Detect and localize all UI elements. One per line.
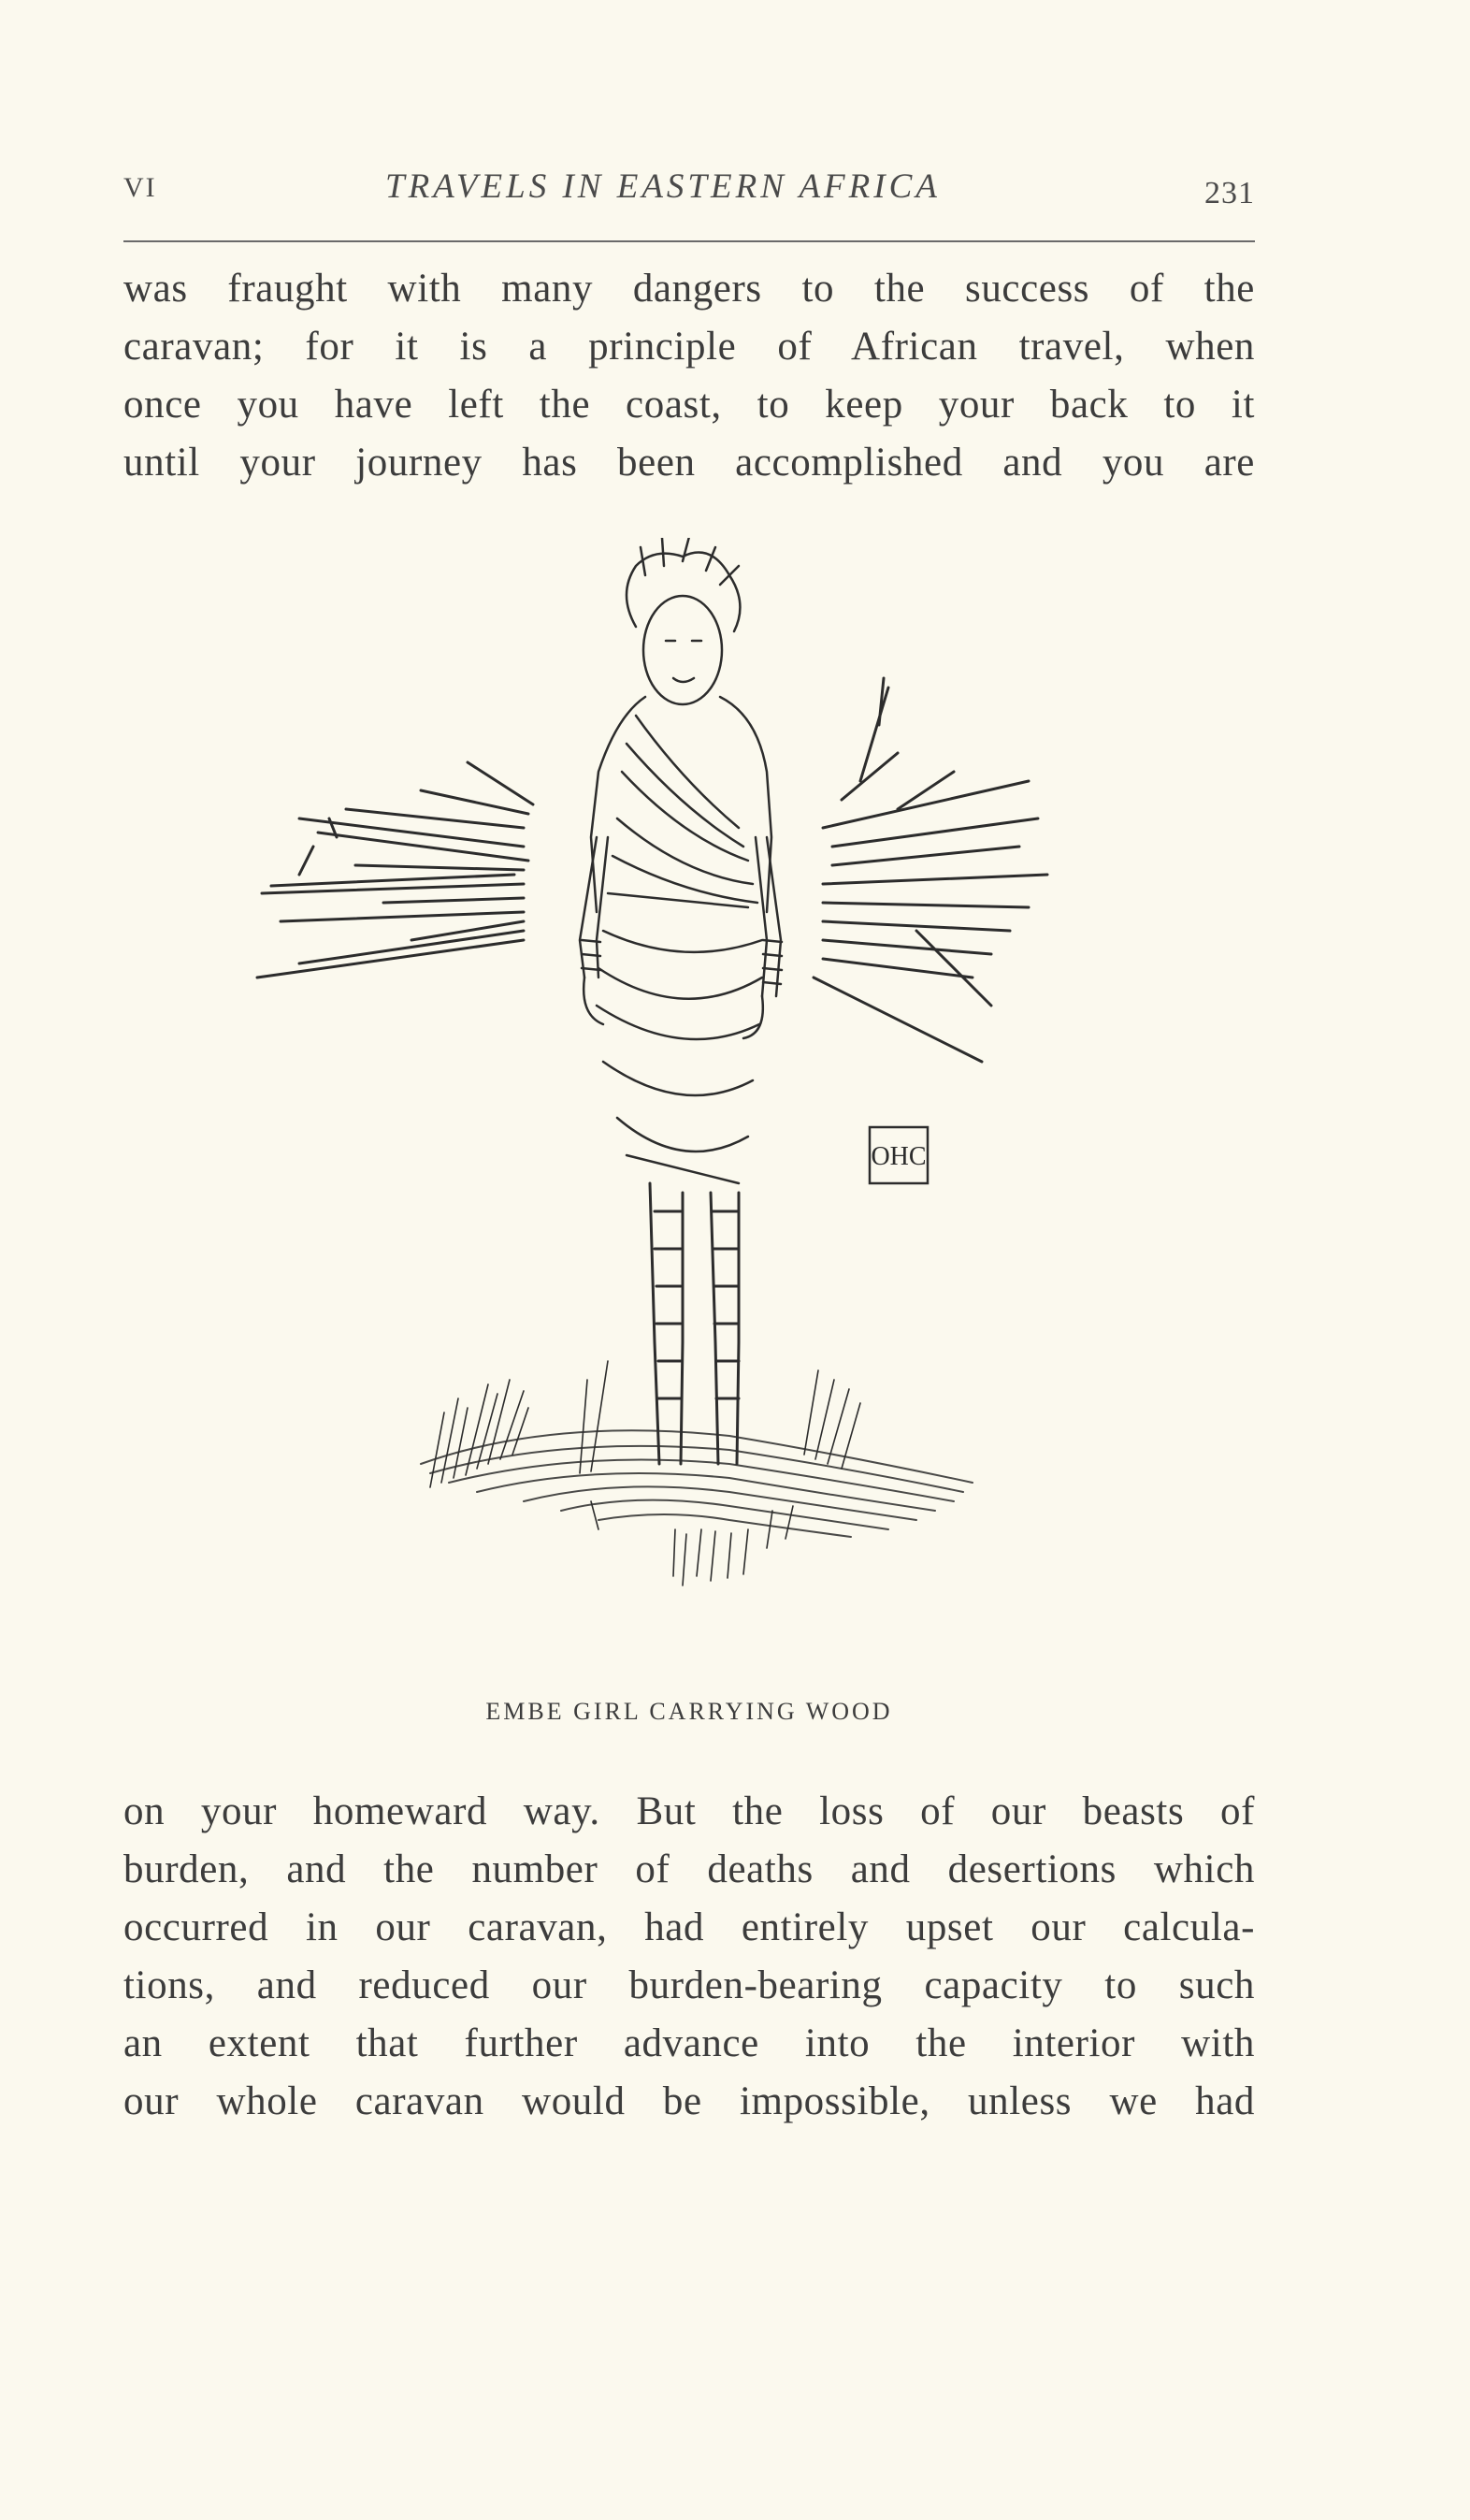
text-line: caravan; for it is a principle of African travel, when	[123, 325, 1255, 369]
text-line: an extent that further advance into the interior with	[123, 2021, 1255, 2065]
figure-head	[627, 538, 740, 704]
monogram-text: OHC	[871, 1142, 927, 1171]
running-head	[123, 167, 1255, 223]
chapter-number: VI	[123, 172, 157, 203]
paragraph-bottom	[123, 1783, 1255, 2131]
page-number: 231	[1204, 176, 1255, 210]
text-line: until your journey has been accomplished and you are	[123, 441, 1255, 485]
text-line: was fraught with many dangers to the success of the	[123, 267, 1255, 311]
engraving-illustration	[243, 538, 1141, 1688]
paragraph-top	[123, 260, 1255, 492]
text-line: burden, and the number of deaths and desertions which	[123, 1847, 1255, 1891]
text-line: our whole caravan would be impossible, unless we had	[123, 2079, 1255, 2123]
figure-body	[591, 697, 771, 1183]
text-line: occurred in our caravan, had entirely upset our calcula-	[123, 1905, 1255, 1949]
figure-legs	[650, 1183, 739, 1464]
ground-shading	[421, 1430, 973, 1537]
text-line: on your homeward way. But the loss of our beasts of	[123, 1789, 1255, 1833]
header-rule	[123, 240, 1255, 242]
book-title: TRAVELS IN EASTERN AFRICA	[385, 167, 941, 206]
figure-arms	[580, 837, 782, 1038]
text-line: tions, and reduced our burden-bearing capacity to such	[123, 1963, 1255, 2007]
text-line: once you have left the coast, to keep your back to it	[123, 383, 1255, 427]
figure-caption: EMBE GIRL CARRYING WOOD	[485, 1698, 893, 1725]
artist-monogram	[870, 1127, 928, 1183]
